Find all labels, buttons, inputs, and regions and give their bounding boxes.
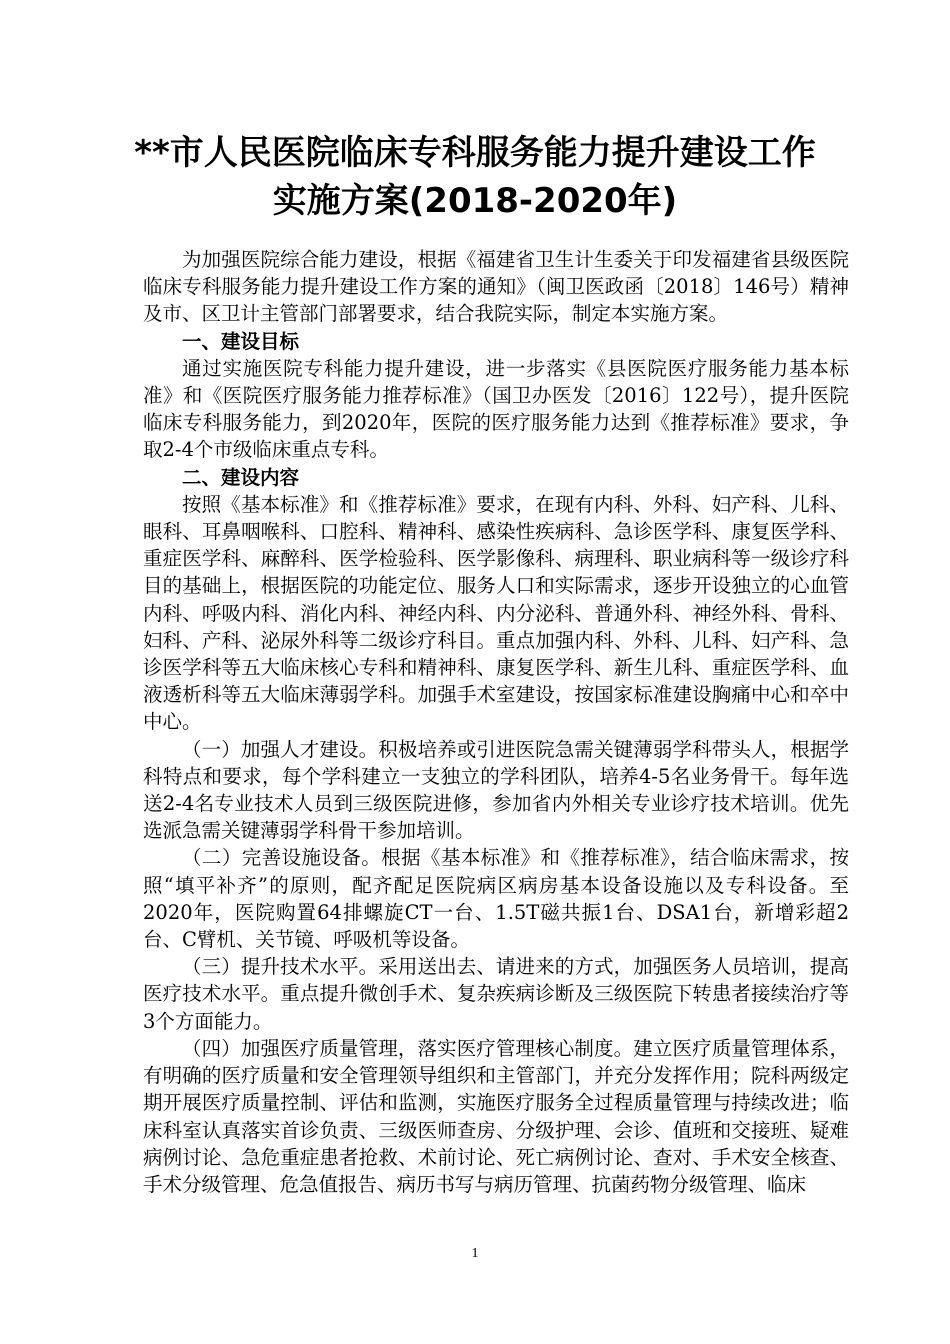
- section-heading-goals: 一、建设目标: [182, 329, 300, 353]
- talent-paragraph: （一）加强人才建设。积极培养或引进医院急需关键薄弱学科带头人，根据学科特点和要求，每个学科建立一支独立的学科团队，培养4-5名业务骨干。每年选送2-4名专业技术人员到三级医院进修，参加省内外相关专业诊疗技术培训。优先选派急需关键薄弱学科骨干参加培训。: [143, 737, 849, 843]
- document-title-line-2: 实施方案(2018-2020年): [272, 181, 678, 221]
- goals-paragraph: 通过实施医院专科能力提升建设，进一步落实《县医院医疗服务能力基本标准》和《医院医疗服务能力推荐标准》（国卫办医发〔2016〕122号），提升医院临床专科服务能力，到2020年，医院的医疗服务能力达到《推荐标准》要求，争取2-4个市级临床重点专科。: [143, 356, 849, 462]
- equipment-paragraph: （二）完善设施设备。根据《基本标准》和《推荐标准》，结合临床需求，按照“填平补齐”的原则，配齐配足医院病区病房基本设备设施以及专科设备。至2020年，医院购置64排螺旋CT一台、1.5T磁共振1台、DSA1台，新增彩超2台、C臂机、关节镜、呼吸机等设备。: [143, 846, 849, 952]
- content-paragraph: 按照《基本标准》和《推荐标准》要求，在现有内科、外科、妇产科、儿科、眼科、耳鼻咽喉科、口腔科、精神科、感染性疾病科、急诊医学科、康复医学科、重症医学科、麻醉科、医学检验科、医学影像科、病理科、职业病科等一级诊疗科目的基础上，根据医院的功能定位、服务人口和实际需求，逐步开设独立的心血管内科、呼吸内科、消化内科、神经内科、内分泌科、普通外科、神经外科、骨科、妇科、产科、泌尿外科等二级诊疗科目。重点加强内科、外科、儿科、妇产科、急诊医学科等五大临床核心专科和精神科、康复医学科、新生儿科、重症医学科、血液透析科等五大临床薄弱学科。加强手术室建设，按国家标准建设胸痛中心和卒中中心。: [143, 492, 849, 734]
- document-body: [143, 246, 849, 1198]
- technology-paragraph: （三）提升技术水平。采用送出去、请进来的方式，加强医务人员培训，提高医疗技术水平。重点提升微创手术、复杂疾病诊断及三级医院下转患者接续治疗等3个方面能力。: [143, 955, 849, 1033]
- quality-paragraph: （四）加强医疗质量管理，落实医疗管理核心制度。建立医疗质量管理体系，有明确的医疗质量和安全管理领导组织和主管部门，并充分发挥作用；院科两级定期开展医疗质量控制、评估和监测，实施医疗服务全过程质量管理与持续改进；临床科室认真落实首诊负责、三级医师查房、分级护理、会诊、值班和交接班、疑难病例讨论、急危重症患者抢救、术前讨论、死亡病例讨论、查对、手术安全核查、手术分级管理、危急值报告、病历书写与病历管理、抗菌药物分级管理、临床: [143, 1036, 849, 1196]
- document-title-line-1: **市人民医院临床专科服务能力提升建设工作: [134, 133, 816, 173]
- page-number: 1: [471, 1246, 479, 1261]
- section-heading-content: 二、建设内容: [182, 465, 300, 489]
- intro-paragraph: 为加强医院综合能力建设，根据《福建省卫生计生委关于印发福建省县级医院临床专科服务能力提升建设工作方案的通知》（闽卫医政函〔2018〕146号）精神及市、区卫计主管部门部署要求，结合我院实际，制定本实施方案。: [143, 248, 849, 326]
